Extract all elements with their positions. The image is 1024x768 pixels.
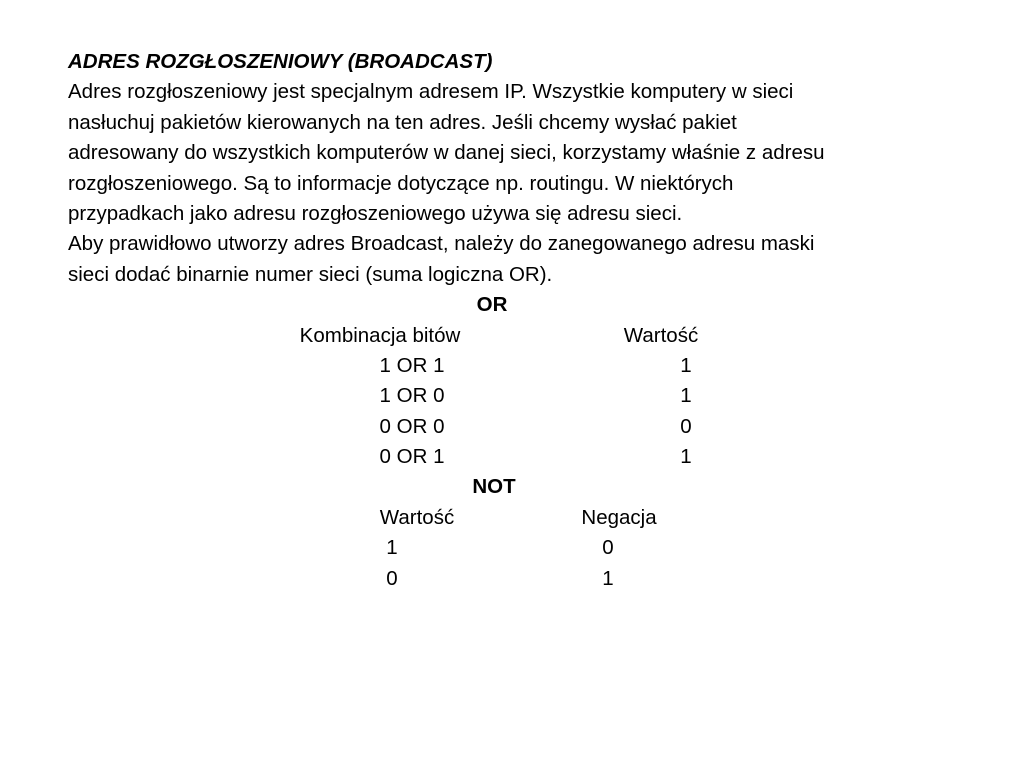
or-row-combination: 0 OR 0	[379, 414, 445, 438]
or-row-combination: 1 OR 1	[379, 353, 445, 377]
not-table-row	[68, 564, 968, 594]
not-column-negation-header: Negacja	[581, 505, 657, 529]
or-table-row	[68, 442, 968, 472]
or-row-combination: 0 OR 1	[379, 445, 445, 469]
not-row-negation: 0	[602, 536, 614, 560]
or-table-title: OR	[476, 293, 508, 317]
or-row-value: 1	[680, 384, 692, 408]
not-column-value-header: Wartość	[379, 505, 455, 529]
body-line-5: przypadkach jako adresu rozgłoszeniowego używa się adresu sieci.	[68, 201, 683, 225]
or-table-header-row	[68, 321, 968, 351]
or-row-value: 0	[680, 414, 692, 438]
slide-title: ADRES ROZGŁOSZENIOWY (BROADCAST)	[68, 50, 493, 73]
body-line-2: nasłuchuj pakietów kierowanych na ten adres. Jeśli chcemy wysłać pakiet	[68, 110, 737, 134]
or-table-row	[68, 412, 968, 442]
not-table-title-row	[68, 472, 968, 502]
body-line-4: rozgłoszeniowego. Są to informacje dotyczące np. routingu. W niektórych	[68, 171, 734, 195]
not-table-title: NOT	[472, 475, 516, 499]
or-row-value: 1	[680, 353, 692, 377]
body-line-1: Adres rozgłoszeniowy jest specjalnym adresem IP. Wszystkie komputery w sieci	[68, 80, 794, 104]
not-table-row	[68, 533, 968, 563]
or-row-value: 1	[680, 445, 692, 469]
body-line-7: sieci dodać binarnie numer sieci (suma logiczna OR).	[68, 262, 553, 286]
text-block	[68, 47, 968, 594]
not-row-value: 0	[386, 566, 398, 590]
or-column-value-header: Wartość	[623, 323, 699, 347]
or-table-row	[68, 351, 968, 381]
not-row-negation: 1	[602, 566, 614, 590]
or-table-title-row	[68, 290, 968, 320]
not-table-header-row	[68, 503, 968, 533]
or-row-combination: 1 OR 0	[379, 384, 445, 408]
or-column-combination-header: Kombinacja bitów	[299, 323, 461, 347]
or-table-row	[68, 381, 968, 411]
not-row-value: 1	[386, 536, 398, 560]
body-line-3: adresowany do wszystkich komputerów w danej sieci, korzystamy właśnie z adresu	[68, 141, 825, 165]
body-line-6: Aby prawidłowo utworzy adres Broadcast, należy do zanegowanego adresu maski	[68, 232, 815, 256]
